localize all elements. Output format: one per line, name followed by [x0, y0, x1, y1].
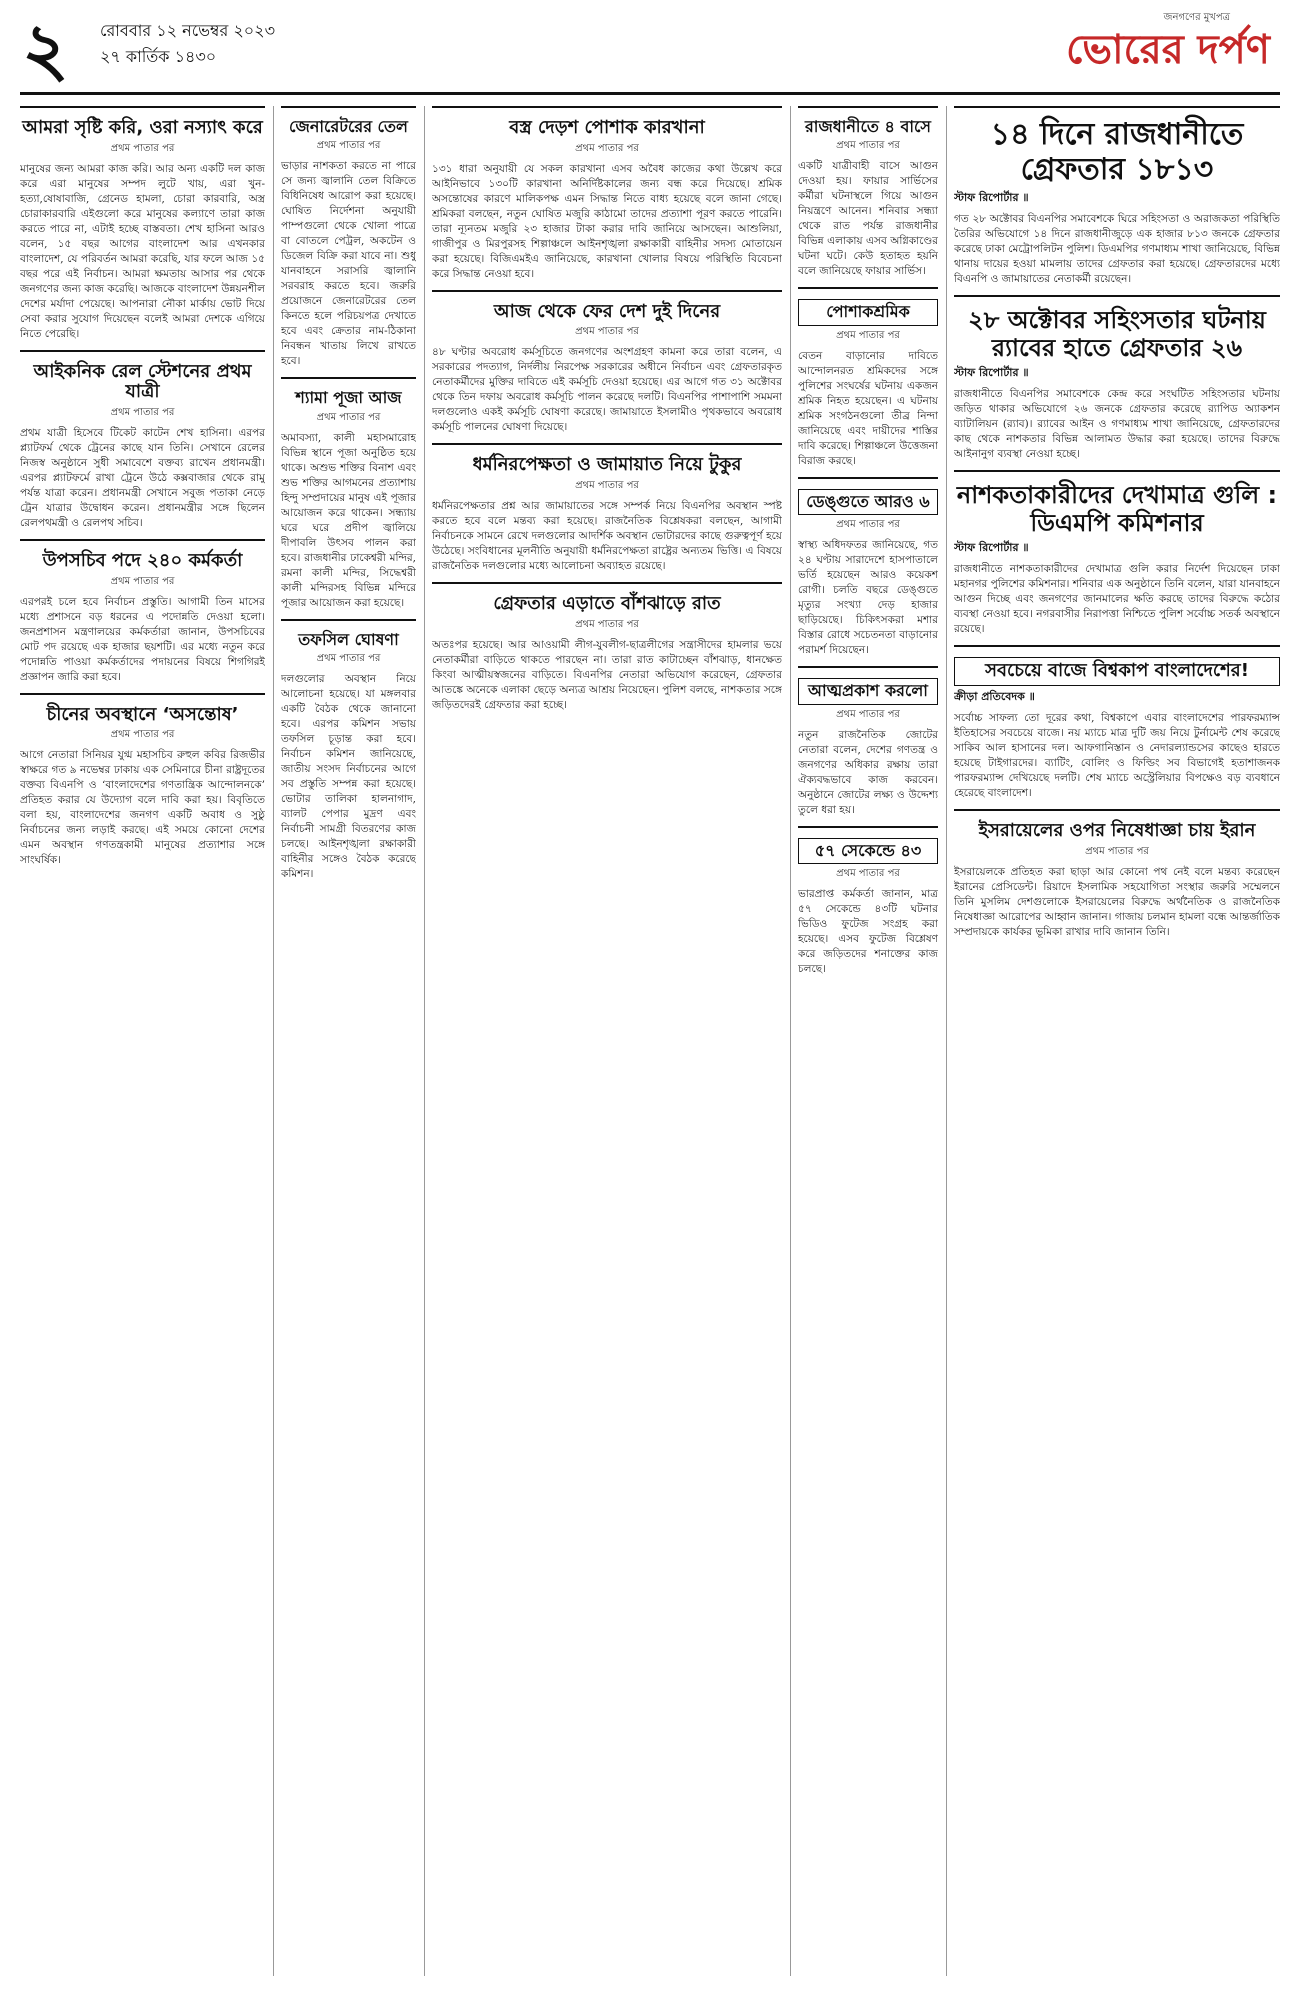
- page-number: ২: [22, 7, 69, 91]
- article: [954, 470, 1280, 637]
- newspaper-logo: [1050, 10, 1270, 80]
- continued-note: প্রথম পাতার পর: [110, 575, 175, 587]
- date-gregorian: রোববার ১২ নভেম্বর ২০২৩: [100, 21, 275, 40]
- article-byline: স্টাফ রিপোর্টার ॥: [954, 541, 1029, 555]
- article: [432, 290, 782, 436]
- article-headline: শ্যামা পূজা আজ: [295, 388, 402, 408]
- continued-note: প্রথম পাতার পর: [316, 653, 381, 665]
- article-byline: ক্রীড়া প্রতিবেদক ॥: [954, 690, 1035, 704]
- article-body: এরপরই চলে হবে নির্বাচন প্রস্তুতি। আগামী তিন মাসের মধ্যে প্রশাসনে বড় ধরনের এ পদোন্নতি দেওয়া হলো। জনপ্রশাসন মন্ত্রণালয়ের কর্মকর্তারা জানান, উপসচিবের মোট পদ রয়েছে এক হাজার ছয়শটি। এর মধ্যে নতুন করে পদোন্নতি পাওয়া কর্মকর্তাদের পদায়নের বিষয়ে শিগগিরই প্রজ্ঞাপন জারি করা হবে।: [20, 595, 265, 683]
- article-body: মানুষের জন্য আমরা কাজ করি। আর অন্য একটি দল কাজ করে এরা মানুষের সম্পদ লুটে খায়, এরা খুন-হত্যা,ষোষাবাজি, গ্রেনেড হামলা, চোরা কারবারি, অস্ত্র চোরাকারবারি এইগুলো করে মানুষের কল্যাণে তারা কাজ করতে পারে না, এটাই হচ্ছে বাস্তবতা। শেখ হাসিনা আরও বলেন, ১৫ বছর আগের বাংলাদেশ আর এখনকার বাংলাদেশ, যে পরিবর্তন আমরা করেছি, যার ফলে আজ ১৫ বছর পরে এই নির্বাচন। আমরা ক্ষমতায় আসার পর থেকে জনগণের জন্য কাজ করেছি। আজকে বাংলাদেশ উন্নয়নশীল দেশের মর্যাদা পেয়েছে। আপনারা নৌকা মার্কায় ভোট দিয়ে সেবা করার সুযোগ দিয়েছেন বলেই আমরা দেশকে এগিয়ে নিতে পেরেছি।: [20, 162, 265, 340]
- continued-note: প্রথম পাতার পর: [316, 411, 381, 423]
- continued-note: প্রথম পাতার পর: [575, 480, 639, 492]
- article: [432, 443, 782, 574]
- column-2: [281, 106, 416, 1976]
- article-headline: ধর্মনিরপেক্ষতা ও জামায়াত নিয়ে টুকুর: [472, 454, 742, 476]
- continued-note: প্রথম পাতার পর: [836, 708, 900, 720]
- article: [281, 377, 416, 610]
- continued-note: প্রথম পাতার পর: [110, 407, 175, 419]
- article-headline: জেনারেটরের তেল: [289, 117, 408, 136]
- column-divider: [424, 106, 425, 1976]
- article-byline: স্টাফ রিপোর্টার ॥: [954, 366, 1029, 380]
- article-headline: বস্ত্র দেড়শ পোশাক কারখানা: [509, 117, 705, 138]
- article: [798, 287, 938, 468]
- article: [798, 666, 938, 817]
- article: [20, 106, 265, 342]
- article-body: সর্বোচ্চ সাফল্য তো দূরের কথা, বিশ্বকাপে এবার বাংলাদেশের পারফরম্যান্স ইতিহাসের সবচেয়ে বাজে। নয় ম্যাচে মাত্র দুটি জয় নিয়ে টুর্নামেন্ট শেষ করেছে সাকিব আল হাসানের দল। আফগানিস্তান ও নেদারল্যান্ডসের কাছেও হারতে হয়েছে টাইগারদের। ব্যাটিং, বোলিং ও ফিল্ডিং সব বিভাগেই হতাশাজনক পারফরম্যান্স দেখিয়েছে দলটি। শেষ ম্যাচে অস্ট্রেলিয়ার বিপক্ষেও বড় ব্যবধানে হেরেছে বাংলাদেশ।: [954, 712, 1280, 800]
- article-headline: গ্রেফতার এড়াতে বাঁশঝাড়ে রাত: [493, 593, 721, 615]
- article-byline: স্টাফ রিপোর্টার ॥: [954, 191, 1029, 204]
- continued-note: প্রথম পাতার পর: [836, 329, 900, 341]
- logo-wordmark: ভোরের দর্পণ: [1066, 27, 1270, 73]
- continued-note: প্রথম পাতার পর: [575, 142, 639, 154]
- date-bengali: ২৭ কার্তিক ১৪৩০: [100, 47, 217, 66]
- article-body: ১৩১ ধারা অনুযায়ী যে সকল কারখানা এসব অবৈধ কাজের কথা উল্লেখ করে আইনিভাবে ১৩০টি কারখানা অনির্দিষ্টকালের জন্য বন্ধ করে দিয়েছে। শ্রমিক অসন্তোষের কারণে মালিকপক্ষ এমন সিদ্ধান্ত নিতে বাধ্য হয়েছে বলে জানা গেছে। শ্রমিকরা বলছেন, নতুন ঘোষিত মজুরি কাঠামো তাদের প্রত্যাশা পূরণ করতে পারেনি। তারা ন্যূনতম মজুরি ২৩ হাজার টাকা করার দাবি জানিয়ে আসছেন। আশুলিয়া, গাজীপুর ও মিরপুরসহ শিল্পাঞ্চলে আইনশৃঙ্খলা রক্ষাকারী বাহিনীর সদস্য মোতায়েন করা হয়েছে। বিজিএমইএ জানিয়েছে, কারখানা খোলার বিষয়ে পরিস্থিতি বিবেচনা করে সিদ্ধান্ত নেওয়া হবে।: [432, 162, 782, 280]
- masthead-date: [100, 18, 275, 70]
- article: [798, 477, 938, 658]
- continued-note: প্রথম পাতার পর: [836, 519, 900, 531]
- article: [954, 106, 1280, 287]
- article-headline: পোশাকশ্রমিক: [798, 299, 938, 325]
- article-body: আগে নেতারা সিনিয়র যুগ্ম মহাসচিব রুহুল কবির রিজভীর স্বাক্ষরে গত ৯ নভেম্বর ঢাকায় এক সেমিনারে চীনা রাষ্ট্রদূতের বক্তব্য বিএনপি ও ‘বাংলাদেশের গণতান্ত্রিক আন্দোলনকে’ প্রতিহত করার যে উদ্যোগ বলে দাবি করা হয়। বিবৃতিতে বলা হয়, বাংলাদেশের জনগণ একটি অবাধ ও সুষ্ঠু নির্বাচনের জন্য লড়াই করছে। এই সময়ে কোনো দেশের এমন অবস্থান গণতন্ত্রকামী মানুষের প্রত্যাশার সঙ্গে সাংঘর্ষিক।: [20, 749, 265, 867]
- article-headline: আজ থেকে ফের দেশ দুই দিনের: [493, 300, 721, 322]
- article-body: অতঃপর হয়েছে। আর আওয়ামী লীগ-যুবলীগ-ছাত্রলীগের সন্ত্রাসীদের হামলার ভয়ে নেতাকর্মীরা বাড়িতে থাকতে পারছেন না। তারা রাত কাটাচ্ছেন বাঁশঝাড়, ধানক্ষেত কিংবা আত্মীয়স্বজনের বাড়িতে। বিএনপির নেতারা অভিযোগ করেছেন, গ্রেফতার আতঙ্কে অনেকে এলাকা ছেড়ে অন্যত্র আশ্রয় নিয়েছেন। পুলিশ বলছে, নাশকতার সঙ্গে জড়িতদেরই গ্রেফতার করা হচ্ছে।: [432, 638, 782, 711]
- logo-tagline: জনগণের মুখপত্র: [1163, 12, 1230, 23]
- article-headline: আত্মপ্রকাশ করলো: [798, 678, 938, 704]
- article: [954, 809, 1280, 940]
- article: [954, 645, 1280, 801]
- continued-note: প্রথম পাতার পর: [1085, 845, 1149, 857]
- article-body: একটি যাত্রীবাহী বাসে আগুন দেওয়া হয়। ফায়ার সার্ভিসের কর্মীরা ঘটনাস্থলে গিয়ে আগুন নিয়ন্ত্রণে আনেন। শনিবার সন্ধ্যা থেকে রাত পর্যন্ত রাজধানীর বিভিন্ন এলাকায় এসব অগ্নিকাণ্ডের ঘটনা ঘটে। কেউ হতাহত হয়নি বলে জানিয়েছে ফায়ার সার্ভিস।: [798, 160, 938, 278]
- continued-note: প্রথম পাতার পর: [316, 140, 381, 152]
- continued-note: প্রথম পাতার পর: [575, 326, 639, 338]
- continued-note: প্রথম পাতার পর: [110, 142, 175, 154]
- column-3: [432, 106, 782, 1976]
- article-headline: ডেঙ্গুতে আরও ৬: [798, 489, 938, 515]
- article: [954, 295, 1280, 462]
- article-headline: নাশকতাকারীদের দেখামাত্র গুলি : ডিএমপি কমিশনার: [956, 481, 1278, 537]
- article: [432, 582, 782, 713]
- article-body: প্রথম যাত্রী হিসেবে টিকেট কাটেন শেখ হাসিনা। এরপর প্ল্যাটফর্ম থেকে ট্রেনের কাছে যান তিনি। সেখানে রেলের নিজস্ব অনুষ্ঠানে সুধী সমাবেশে বক্তব্য রাখেন প্রধানমন্ত্রী। এরপর প্ল্যাটফর্মে রাখা ট্রেনে উঠে কক্সবাজার থেকে রামু পর্যন্ত যাত্রা করেন। প্রধানমন্ত্রী সেখানে সবুজ পতাকা নেড়ে ট্রেন যাত্রার উদ্বোধন করেন। প্রধানমন্ত্রীর সঙ্গে ছিলেন রেলপথমন্ত্রী ও রেলপথ সচিব।: [20, 427, 265, 530]
- article-body: বেতন বাড়ানোর দাবিতে আন্দোলনরত শ্রমিকদের সঙ্গে পুলিশের সংঘর্ষের ঘটনায় একজন শ্রমিক নিহত হয়েছেন। এ ঘটনায় শ্রমিক সংগঠনগুলো তীব্র নিন্দা জানিয়েছে এবং দায়ীদের শাস্তির দাবি করেছে। শিল্পাঞ্চলে উত্তেজনা বিরাজ করছে।: [798, 349, 938, 467]
- article-headline: আইকনিক রেল স্টেশনের প্রথম যাত্রী: [33, 360, 252, 403]
- column-1: [20, 106, 265, 1976]
- article-body: রাজধানীতে নাশকতাকারীদের দেখামাত্র গুলি করার নির্দেশ দিয়েছেন ঢাকা মহানগর পুলিশের কমিশনার। শনিবার এক অনুষ্ঠানে তিনি বলেন, যারা যানবাহনে আগুন দিচ্ছে এবং জনগণের জানমালের ক্ষতি করছে তাদের বিরুদ্ধে কঠোর ব্যবস্থা নেওয়া হবে। নগরবাসীর নিরাপত্তা নিশ্চিতে পুলিশ সর্বোচ্চ সতর্ক অবস্থানে রয়েছে।: [954, 563, 1280, 636]
- article-headline: ১৪ দিনে রাজধানীতে গ্রেফতার ১৮১৩: [990, 117, 1244, 187]
- article-headline: চীনের অবস্থানে ‘অসন্তোষ’: [46, 703, 239, 725]
- article-headline: ইসরায়েলের ওপর নিষেধাজ্ঞা চায় ইরান: [978, 820, 1256, 842]
- article: [281, 619, 416, 882]
- article-body: রাজধানীতে বিএনপির সমাবেশকে কেন্দ্র করে সংঘটিত সহিংসতার ঘটনায় জড়িত থাকার অভিযোগে ২৬ জনকে গ্রেফতার করেছে র‍্যাপিড অ্যাকশন ব্যাটালিয়ন (র‍্যাব)। র‍্যাবের আইন ও গণমাধ্যম শাখা জানিয়েছে, গ্রেফতারদের কাছ থেকে নাশকতার বিভিন্ন আলামত উদ্ধার করা হয়েছে। তাদের বিরুদ্ধে আইনানুগ ব্যবস্থা নেওয়া হচ্ছে।: [954, 388, 1280, 461]
- column-4: [798, 106, 938, 1976]
- masthead: [0, 0, 1300, 100]
- column-divider: [273, 106, 274, 1976]
- article: [20, 693, 265, 869]
- article-headline: ৫৭ সেকেন্ডে ৪৩: [798, 838, 938, 864]
- article-body: ইসরায়েলকে প্রতিহত করা ছাড়া আর কোনো পথ নেই বলে মন্তব্য করেছেন ইরানের প্রেসিডেন্ট। রিয়াদে ইসলামিক সহযোগিতা সংস্থার জরুরি সম্মেলনে তিনি মুসলিম দেশগুলোকে ইসরায়েলের বিরুদ্ধে অর্থনৈতিক ও রাজনৈতিক নিষেধাজ্ঞা আরোপের আহ্বান জানান। গাজায় চলমান হামলা বন্ধে আন্তর্জাতিক সম্প্রদায়কে কার্যকর ভূমিকা রাখার দাবি জানান তিনি।: [954, 865, 1280, 938]
- article-headline: তফসিল ঘোষণা: [298, 629, 399, 649]
- continued-note: প্রথম পাতার পর: [110, 729, 175, 741]
- article-body: ৪৮ ঘণ্টার অবরোধ কর্মসূচিতে জনগণের অংশগ্রহণ কামনা করে তারা বলেন, এ সরকারের পদত্যাগ, নির্দলীয় নিরপেক্ষ সরকারের অধীনে নির্বাচন এবং গ্রেফতারকৃত নেতাকর্মীদের মুক্তির দাবিতে এই কর্মসূচি দেওয়া হয়েছে। এর আগে গত ৩১ অক্টোবর থেকে তিন দফায় অবরোধ কর্মসূচি পালন করেছে দলটি। বিএনপির পাশাপাশি সমমনা দলগুলোও একই কর্মসূচি ঘোষণা করেছে। জামায়াতে ইসলামীও পৃথকভাবে অবরোধ কর্মসূচি পালনের ঘোষণা দিয়েছে।: [432, 346, 782, 434]
- article-body: ধর্মনিরপেক্ষতার প্রশ্ন আর জামায়াতের সঙ্গে সম্পর্ক নিয়ে বিএনপির অবস্থান স্পষ্ট করতে হবে বলে মন্তব্য করা হয়েছে। রাজনৈতিক বিশ্লেষকরা বলছেন, আগামী নির্বাচনকে সামনে রেখে দলগুলোর আদর্শিক অবস্থান ভোটারদের কাছে গুরুত্বপূর্ণ হয়ে উঠেছে। সংবিধানের মূলনীতি অনুযায়ী ধর্মনিরপেক্ষতা রাষ্ট্রের অন্যতম ভিত্তি। এ বিষয়ে রাজনৈতিক দলগুলোর মধ্যে আলোচনা অব্যাহত রয়েছে।: [432, 500, 782, 573]
- article-headline: আমরা সৃষ্টি করি, ওরা নস্যাৎ করে: [22, 117, 263, 138]
- article: [798, 826, 938, 977]
- article: [432, 106, 782, 282]
- column-5: [954, 106, 1280, 1976]
- article-headline: উপসচিব পদে ২৪০ কর্মকর্তা: [42, 550, 243, 572]
- continued-note: প্রথম পাতার পর: [836, 867, 900, 879]
- continued-note: প্রথম পাতার পর: [836, 140, 900, 152]
- article: [20, 539, 265, 685]
- article: [20, 350, 265, 531]
- article-body: নতুন রাজনৈতিক জোটের নেতারা বলেন, দেশের গণতন্ত্র ও জনগণের অধিকার রক্ষায় তারা ঐক্যবদ্ধভাবে কাজ করবেন। অনুষ্ঠানে জোটের লক্ষ্য ও উদ্দেশ্য তুলে ধরা হয়।: [798, 728, 938, 816]
- article-body: দলগুলোর অবস্থান নিয়ে আলোচনা হয়েছে। যা মঙ্গলবার একটি বৈঠক থেকে জানানো হবে। এরপর কমিশন সভায় তফসিল চূড়ান্ত করা হবে। নির্বাচন কমিশন জানিয়েছে, জাতীয় সংসদ নির্বাচনের আগে সব প্রস্তুতি সম্পন্ন করা হয়েছে। ভোটার তালিকা হালনাগাদ, ব্যালট পেপার মুদ্রণ এবং নির্বাচনী সামগ্রী বিতরণের কাজ চলছে। আইনশৃঙ্খলা রক্ষাকারী বাহিনীর সঙ্গেও বৈঠক করেছে কমিশন।: [281, 673, 416, 881]
- continued-note: প্রথম পাতার পর: [575, 618, 639, 630]
- article-body: ভারপ্রাপ্ত কর্মকর্তা জানান, মাত্র ৫৭ সেকেন্ডে ৪৩টি ঘটনার ভিডিও ফুটেজ সংগ্রহ করা হয়েছে। এসব ফুটেজ বিশ্লেষণ করে জড়িতদের শনাক্তের কাজ চলছে।: [798, 887, 938, 975]
- article: [798, 106, 938, 279]
- masthead-rule: [20, 92, 1280, 95]
- article-headline: ২৮ অক্টোবর সহিংসতার ঘটনায় র‍্যাবের হাতে গ্রেফতার ২৬: [968, 306, 1266, 362]
- article-body: অমাবস্যা, কালী মহাসমারোহ বিভিন্ন স্থানে পূজা অনুষ্ঠিত হয়ে থাকে। অশুভ শক্তির বিনাশ এবং শুভ শক্তির আগমনের প্রত্যাশায় হিন্দু সম্প্রদায়ের মানুষ এই পূজার আয়োজন করে থাকেন। সন্ধ্যায় ঘরে ঘরে প্রদীপ জ্বালিয়ে দীপাবলি উৎসব পালন করা হবে। রাজধানীর ঢাকেশ্বরী মন্দির, রমনা কালী মন্দির, সিদ্ধেশ্বরী কালী মন্দিরসহ বিভিন্ন মন্দিরে পূজার আয়োজন করা হয়েছে।: [281, 431, 416, 609]
- column-divider: [946, 106, 947, 1976]
- article-headline: রাজধানীতে ৪ বাসে: [805, 117, 931, 136]
- article: [281, 106, 416, 369]
- column-divider: [790, 106, 791, 1976]
- article-body: স্বাস্থ্য অধিদফতর জানিয়েছে, গত ২৪ ঘণ্টায় সারাদেশে হাসপাতালে ভর্তি হয়েছেন আরও কয়েকশ রোগী। চলতি বছরে ডেঙ্গুতে মৃত্যুর সংখ্যা দেড় হাজার ছাড়িয়েছে। চিকিৎসকরা মশার বিস্তার রোধে সচেতনতা বাড়ানোর পরামর্শ দিয়েছেন।: [798, 539, 938, 657]
- article-body: গত ২৮ অক্টোবর বিএনপির সমাবেশকে ঘিরে সহিংসতা ও অরাজকতা পরিস্থিতি তৈরির অভিযোগে ১৪ দিনে রাজধানীজুড়ে এক হাজার ৮১৩ জনকে গ্রেফতার করেছে ঢাকা মেট্রোপলিটন পুলিশ। ডিএমপির গণমাধ্যম শাখা জানিয়েছে, বিভিন্ন থানায় দায়ের হওয়া মামলায় তাদের গ্রেফতার করা হয়েছে। গ্রেফতারদের মধ্যে বিএনপি ও জামায়াতের নেতাকর্মী রয়েছেন।: [954, 213, 1280, 285]
- article-body: ভাড়ার নাশকতা করতে না পারে সে জন্য জ্বালানি তেল বিক্রিতে বিধিনিষেধ আরোপ করা হয়েছে। ঘোষিত নির্দেশনা অনুযায়ী পাম্পগুলো থেকে খোলা পাত্রে বা বোতলে পেট্রল, অকটেন ও ডিজেল বিক্রি করা যাবে না। শুধু যানবাহনে সরাসরি জ্বালানি সরবরাহ করতে হবে। জরুরি প্রয়োজনে জেনারেটরের তেল কিনতে হলে পরিচয়পত্র দেখাতে হবে এবং ক্রেতার নাম-ঠিকানা নিবন্ধন খাতায় লিখে রাখতে হবে।: [281, 160, 416, 368]
- article-headline: সবচেয়ে বাজে বিশ্বকাপ বাংলাদেশের!: [954, 657, 1280, 686]
